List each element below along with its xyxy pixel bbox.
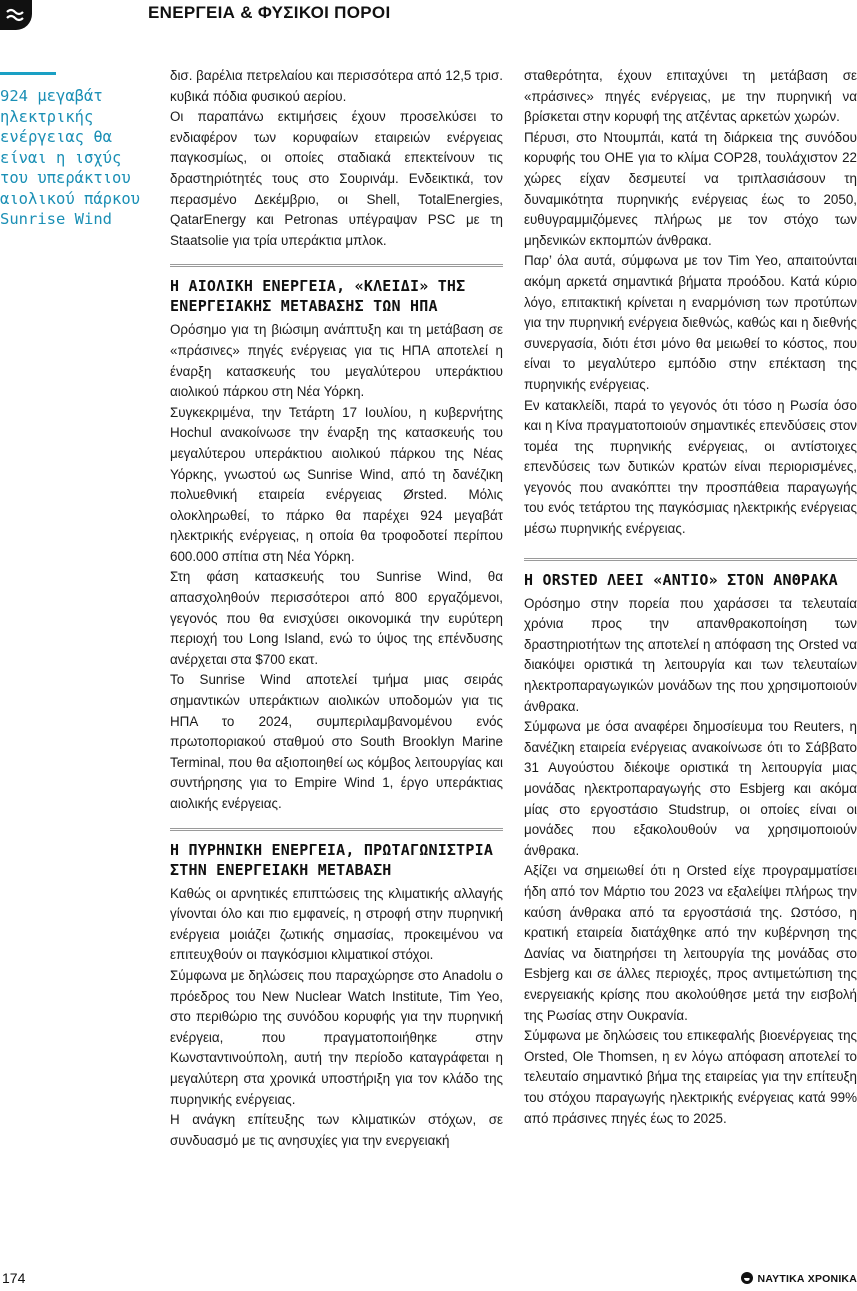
paragraph: Η ανάγκη επίτευξης των κλιματικών στόχων, σε συνδυασμό με τις ανησυχίες για την ενεργειακή — [170, 1112, 503, 1148]
paragraph: Το Sunrise Wind αποτελεί τμήμα μιας σειράς σημαντικών υπεράκτιων αιολικών υποδομών για τις ΗΠΑ το 2024, συμπεριλαμβανομένου ενός πρωτοποριακού σταθμού στο South Brooklyn Marine Terminal, που θα αξιοποιηθεί ως κόμβος λειτουργίας και συντήρησης για το Empire Wind 1, έργο υπεράκτιας αιολικής ενέργειας. — [170, 672, 503, 811]
paragraph: Καθώς οι αρνητικές επιπτώσεις της κλιματικής αλλαγής γίνονται όλο και πιο εμφανείς, η στροφή στην πυρηνική ενέργεια μοιάζει ζωτικής σημασίας, προκειμένου να επιτευχθούν οι παγκόσμιοι κλιματικοί στόχοι. — [170, 885, 503, 963]
section-divider — [170, 828, 503, 831]
paragraph: Σύμφωνα με δηλώσεις που παραχώρησε στο Anadolu ο πρόεδρος του New Nuclear Watch Institute, Tim Yeo, στο περιθώριο της συνόδου κορυφής για την πυρηνική ενέργεια, που πραγματοποιήθηκε στην Κωνσταντινούπολη, αυτή την περίοδο καταγράφεται η μεγαλύτερη στα χρονικά υποστήριξη για τον κλάδο της πυρηνικής ενέργειας. — [170, 967, 503, 1107]
subheading-orsted: Η ORSTED ΛΕΕΙ «ΑΝΤΙΟ» ΣΤΟΝ ΑΝΘΡΑΚΑ — [524, 570, 838, 589]
paragraph: Στη φάση κατασκευής του Sunrise Wind, θα απασχοληθούν περισσότεροι από 800 εργαζόμενοι, γεγονός που θα ενισχύσει οικονομικά την ευρύτερη περιοχή του Long Island, ενώ το ύψος της επένδυσης ανέρχεται στα $700 εκατ. — [170, 569, 503, 667]
paragraph: σταθερότητα, έχουν επιταχύνει τη μετάβαση σε «πράσινες» πηγές ενέργειας, με την πυρηνική να βρίσκεται στην κορυφή της ατζέντας αρκετών χωρών. — [524, 68, 857, 125]
brand-name: ΝΑΥΤΙΚΑ ΧΡΟΝΙΚΑ — [757, 1273, 857, 1285]
paragraph: Οι παραπάνω εκτιμήσεις έχουν προσελκύσει το ενδιαφέρον των κορυφαίων εταιρειών ενέργειας παγκοσμίως, οι οποίες σταδιακά επεκτείνουν τις δραστηριότητές τους στο Σουρινάμ. Ενδεικτικά, τον περασμένο Δεκέμβριο, οι Shell, TotalEnergies, QatarEnergy και Petronas υπέγραψαν PSC με τη Staatsolie για τρία υπεράκτια μπλοκ. — [170, 109, 503, 248]
section-title: ΕΝΕΡΓΕΙΑ & ΦΥΣΙΚΟΙ ΠΟΡΟΙ — [148, 3, 391, 22]
paragraph: Ορόσημο για τη βιώσιμη ανάπτυξη και τη μετάβαση σε «πράσινες» πηγές ενέργειας για τις ΗΠΑ αποτελεί η έναρξη κατασκευής του μεγαλύτερου υπεράκτιου αιολικού πάρκου στη Νέα Υόρκη. — [170, 322, 503, 400]
publication-brand — [741, 1272, 857, 1285]
page-number: 174 — [2, 1270, 26, 1286]
section-divider — [524, 558, 857, 561]
paragraph: Παρ’ όλα αυτά, σύμφωνα με τον Tim Yeo, απαιτούνται ακόμη αρκετά σημαντικά βήματα προόδου. Κατά κύριο λόγο, επιτακτική κρίνεται η εναρμόνιση των προτύπων για την πυρηνική ενέργεια διεθνώς, καθώς και η διεθνής συνεργασία, διότι έτσι μόνο θα μειωθεί το κόστος, που είναι το μεγαλύτερο εμπόδιο στην επέκταση της πυρηνικής ενέργειας. — [524, 253, 857, 392]
brand-logo-icon — [741, 1272, 753, 1284]
paragraph: Πέρυσι, στο Ντουμπάι, κατά τη διάρκεια της συνόδου κορυφής του ΟΗΕ για το κλίμα COP28, τουλάχιστον 22 χώρες είχαν δεσμευτεί να τριπλασιάσουν τη δυναμικότητα πυρηνικής ενέργειας έως το 2050, ευθυγραμμιζόμενες πλήρως με τον στόχο των μηδενικών εκπομπών άνθρακα. — [524, 129, 857, 248]
article-column-middle — [170, 66, 503, 1151]
pull-quote: 924 μεγαβάτ ηλεκτρικής ενέργειας θα είναι η ισχύς του υπεράκτιου αιολικού πάρκου Sunrise Wind — [0, 87, 140, 228]
pull-quote-rule — [0, 72, 56, 75]
paragraph: Εν κατακλείδι, παρά το γεγονός ότι τόσο η Ρωσία όσο και η Κίνα πραγματοποιούν σημαντικές επενδύσεις στον τομέα της πυρηνικής ενέργειας, οι αντίστοιχες επενδύσεις των δυτικών κρατών είναι περιορισμένες, γεγονός που ανακόπτει την προσπάθεια παραγωγής του ενός τετάρτου της παγκόσμιας ηλεκτρικής ενέργειας μέσω πυρηνικής ενέργειας. — [524, 397, 857, 537]
section-divider — [170, 264, 503, 267]
paragraph: Σύμφωνα με όσα αναφέρει δημοσίευμα του Reuters, η δανέζικη εταιρεία ενέργειας ανακοίνωσε ότι το Σάββατο 31 Αυγούστου διέκοψε οριστικά τη λειτουργία μιας μονάδας ηλεκτροπαραγωγής στο Esbjerg και ακόμα μίας στο εργοστάσιο Studstrup, οι οποίες είναι οι μονάδες που εξακολουθούν να χρησιμοποιούν άνθρακα. — [524, 719, 857, 858]
subheading-wind: Η ΑΙΟΛΙΚΗ ΕΝΕΡΓΕΙΑ, «ΚΛΕΙΔΙ» ΤΗΣ ΕΝΕΡΓΕΙΑΚΗΣ ΜΕΤΑΒΑΣΗΣ ΤΩΝ ΗΠΑ — [170, 277, 466, 316]
paragraph: δισ. βαρέλια πετρελαίου και περισσότερα από 12,5 τρισ. κυβικά πόδια φυσικού αερίου. — [170, 68, 503, 104]
paragraph: Σύμφωνα με δηλώσεις του επικεφαλής βιοενέργειας της Orsted, Ole Thomsen, η εν λόγω απόφαση αποτελεί το τελευταίο σημαντικό βήμα της εταιρείας για την επίτευξη του στόχου παραγωγής ηλεκτρικής ενέργειας κατά 99% από πράσινες πηγές έως το 2025. — [524, 1028, 857, 1126]
article-column-right — [524, 66, 857, 1129]
paragraph: Ορόσημο στην πορεία που χαράσσει τα τελευταία χρόνια προς την απανθρακοποίηση των δραστηριοτήτων της αποτελεί η απόφαση της Orsted να διακόψει οριστικά τη λειτουργία και των τελευταίων ηλεκτροπαραγωγικών μονάδων της που χρησιμοποιούν άνθρακα. — [524, 595, 857, 714]
subheading-nuclear: Η ΠΥΡΗΝΙΚΗ ΕΝΕΡΓΕΙΑ, ΠΡΩΤΑΓΩΝΙΣΤΡΙΑ ΣΤΗΝ ΕΝΕΡΓΕΙΑΚΗ ΜΕΤΑΒΑΣΗ — [170, 840, 494, 879]
wave-icon — [0, 0, 32, 30]
paragraph: Συγκεκριμένα, την Τετάρτη 17 Ιουλίου, η κυβερνήτης Hochul ανακοίνωσε την έναρξη της κατασκευής του μεγαλύτερου υπεράκτιου αιολικού πάρκου της Νέας Υόρκης, γνωστού ως Sunrise Wind, από τη δανέζικη πολυεθνική εταιρεία ενέργειας Ørsted. Μόλις ολοκληρωθεί, το πάρκο θα παρέχει 924 μεγαβάτ ηλεκτρικής ενέργειας, η οποία θα τροφοδοτεί περίπου 600.000 σπίτια στη Νέα Υόρκη. — [170, 404, 503, 564]
paragraph: Αξίζει να σημειωθεί ότι η Orsted είχε προγραμματίσει ήδη από τον Μάρτιο του 2023 να εξαλείψει πλήρως την καύση άνθρακα από τα εργοστάσιά της. Ωστόσο, η κρατική εταιρεία διατάχθηκε από την κυβέρνηση της Δανίας να διατηρήσει τη λειτουργία της μονάδας στο Esbjerg και σε άλλες περιοχές, προς αντιμετώπιση της ενεργειακής κρίσης που ακολούθησε μετά την εισβολή της Ρωσίας στην Ουκρανία. — [524, 863, 857, 1023]
